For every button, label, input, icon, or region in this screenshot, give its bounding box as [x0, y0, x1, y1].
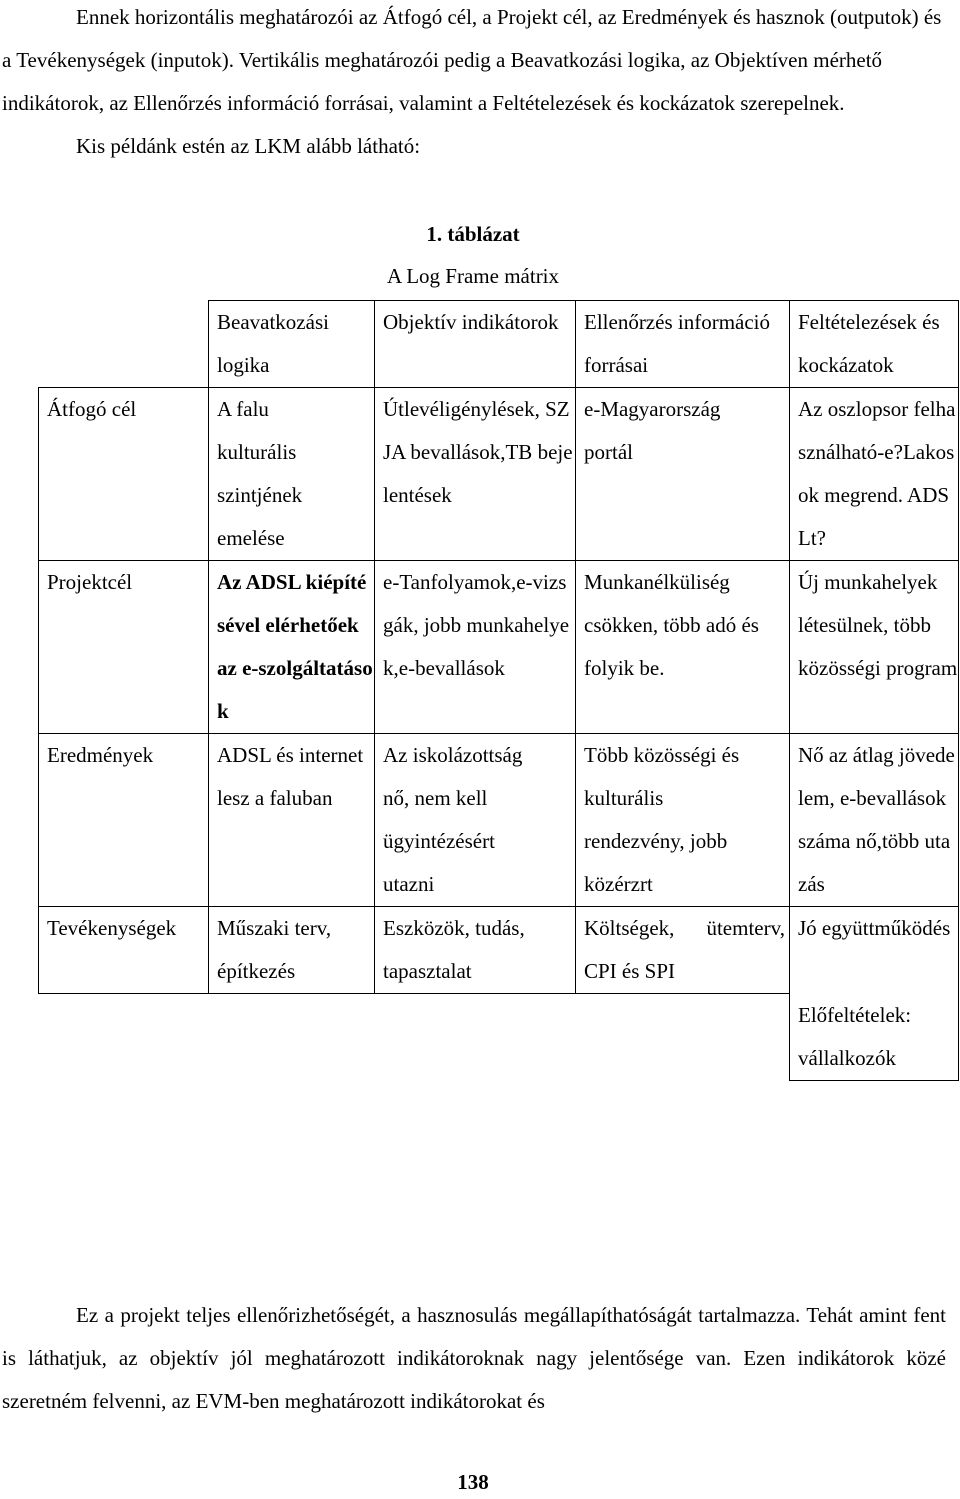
- row-label-overall-goal: Átfogó cél: [39, 388, 209, 561]
- header-intervention-logic: Beavatkozási logika: [209, 301, 375, 388]
- cell-preconditions: Előfeltételek: vállalkozók: [790, 994, 959, 1081]
- cell-assumptions: Az oszlopsor felhasználható-e?Lakosok megrend. ADSLt?: [790, 388, 959, 561]
- closing-text: Ez a projekt teljes ellenőrizhetőségét, a hasznosulás megállapíthatóságát tartalmazza. Tehát amint fent is láthatjuk, az objektív jól meghatározott indikátoroknak nagy jelentősége van. Ezen indikátorok közé szeretném felvenni, az EVM-ben meghatározott indikátorokat és: [2, 1303, 946, 1413]
- row-label-results: Eredmények: [39, 734, 209, 907]
- table-row: [39, 388, 959, 561]
- cell-intervention: Műszaki terv, építkezés: [209, 907, 375, 994]
- page-number: 138: [457, 1470, 489, 1494]
- row-label-project-goal: Projektcél: [39, 561, 209, 734]
- cell-sources: Költségek, ütemterv, CPI és SPI: [576, 907, 790, 994]
- intro-example-line: Kis példánk estén az LKM alább látható:: [76, 134, 421, 158]
- table-row-preconditions: [39, 994, 959, 1081]
- header-verification-sources: Ellenőrzés információ forrásai: [576, 301, 790, 388]
- cell-assumptions: Új munkahelyek létesülnek, több közösségi program: [790, 561, 959, 734]
- cell-sources: Munkanélküliség csökken, több adó és folyik be.: [576, 561, 790, 734]
- closing-paragraph: [2, 1294, 946, 1423]
- cell-assumptions: Nő az átlag jövedelem, e-bevallások száma nő,több utazás: [790, 734, 959, 907]
- table-corner-cell: [39, 301, 209, 388]
- header-assumptions: Feltételezések és kockázatok: [790, 301, 959, 388]
- cell-indicators: Útlevéligénylések, SZJA bevallások,TB bejelentések: [375, 388, 576, 561]
- cell-intervention: A falu kulturális szintjének emelése: [209, 388, 375, 561]
- cell-intervention: Az ADSL kiépítésével elérhetőek az e-szolgáltatások: [209, 561, 375, 734]
- cell-indicators: e-Tanfolyamok,e-vizsgák, jobb munkahelyek,e-bevallások: [375, 561, 576, 734]
- table-number: 1. táblázat: [426, 222, 520, 246]
- table-header-row: [39, 301, 959, 388]
- cell-sources: e-Magyarország portál: [576, 388, 790, 561]
- row-label-activities: Tevékenységek: [39, 907, 209, 994]
- table-row: [39, 907, 959, 994]
- intro-paragraph: [2, 0, 946, 168]
- cell-indicators: Eszközök, tudás, tapasztalat: [375, 907, 576, 994]
- log-frame-table: [38, 300, 959, 1081]
- table-row: [39, 734, 959, 907]
- cell-intervention: ADSL és internet lesz a faluban: [209, 734, 375, 907]
- cell-sources: Több közösségi és kulturális rendezvény, jobb közérzrt: [576, 734, 790, 907]
- table-title: A Log Frame mátrix: [386, 264, 560, 288]
- cell-assumptions: Jó együttműködés: [790, 907, 959, 994]
- cell-indicators: Az iskolázottság nő, nem kell ügyintézésért utazni: [375, 734, 576, 907]
- intro-text: Ennek horizontális meghatározói az Átfogó cél, a Projekt cél, az Eredmények és hasznok (outputok) és a Tevékenységek (inputok). Vertikális meghatározói pedig a Beavatkozási logika, az Objektíven mérhető indikátorok, az Ellenőrzés információ forrásai, valamint a Feltételezések és kockázatok szerepelnek.: [2, 5, 942, 115]
- header-objective-indicators: Objektív indikátorok: [375, 301, 576, 388]
- table-row: [39, 561, 959, 734]
